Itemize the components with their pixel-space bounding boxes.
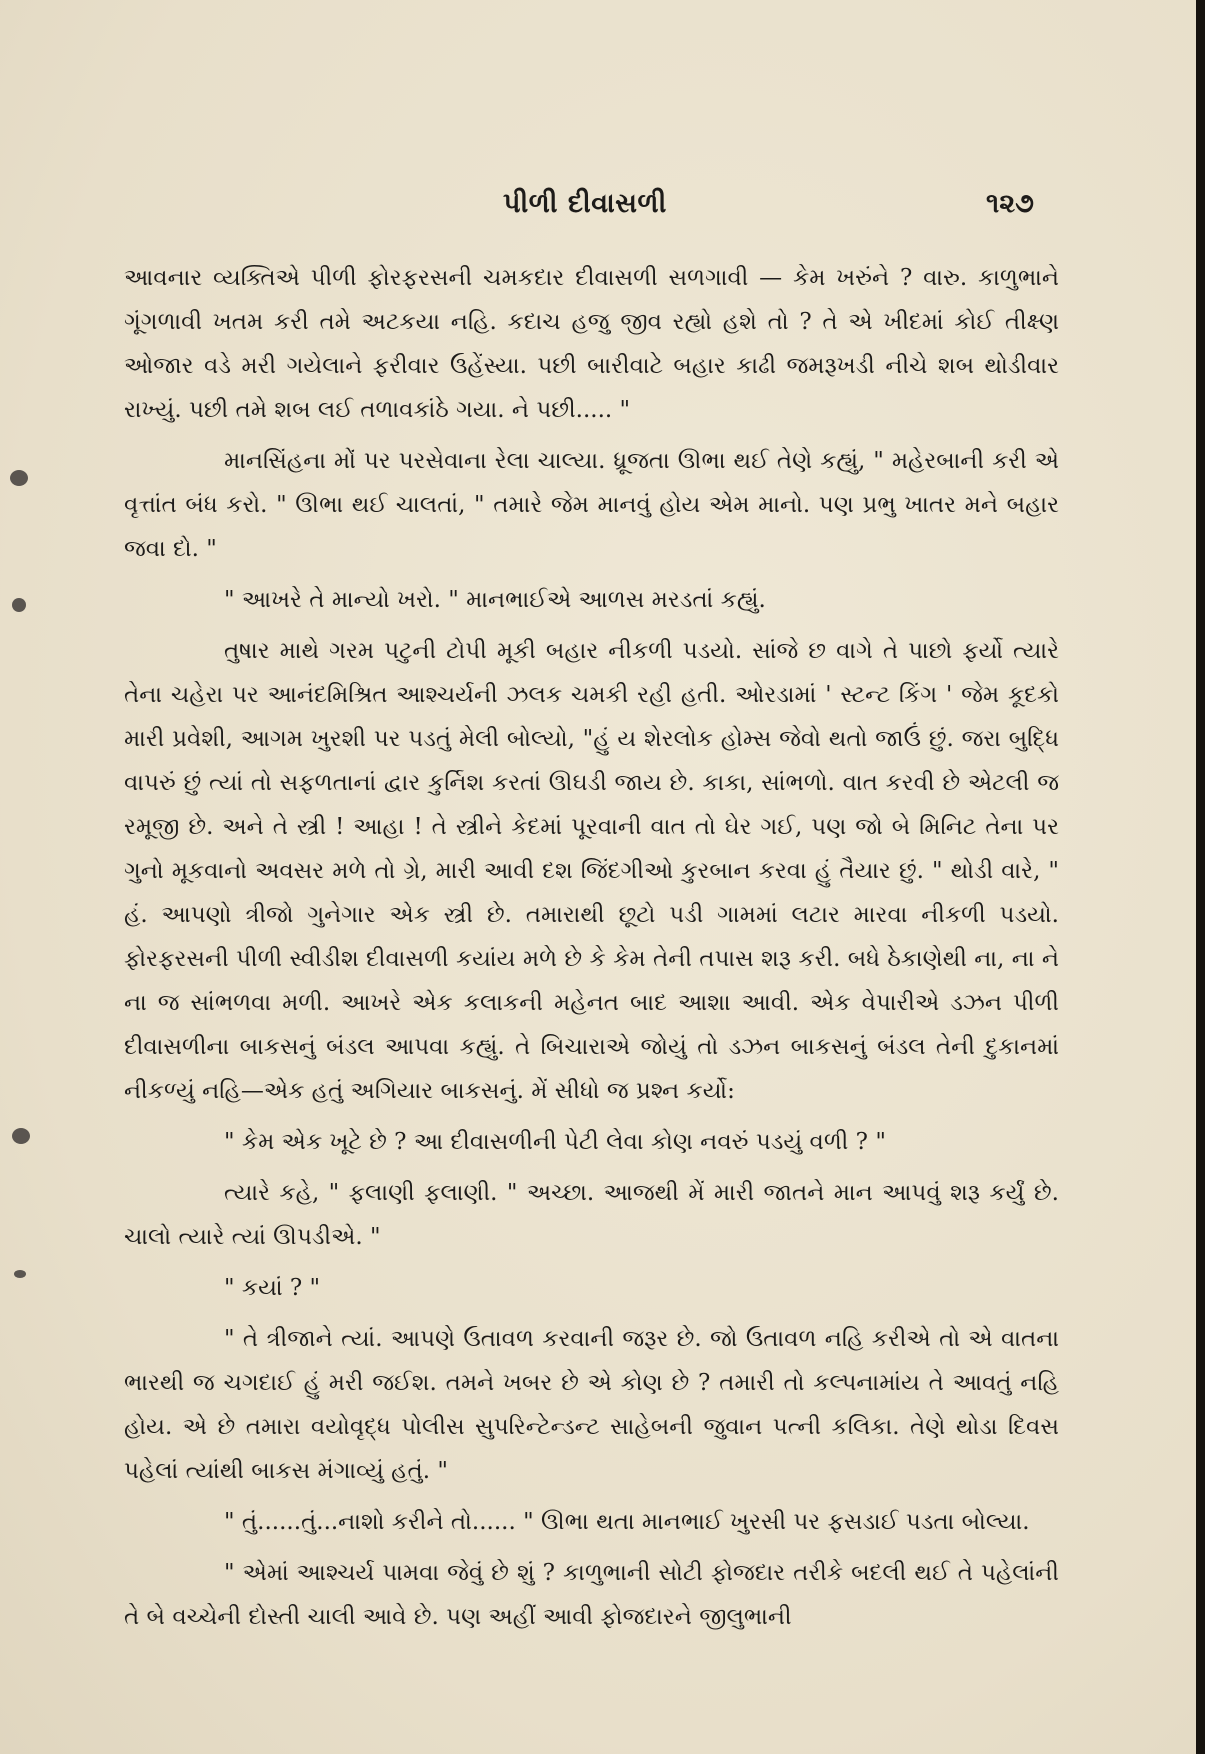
paragraph: તુષાર માથે ગરમ પટુની ટોપી મૂકી બહાર નીકળી પડયો. સાંજે છ વાગે તે પાછો ફર્યો ત્યારે તેના ચહેરા પર આનંદમિશ્રિત આશ્ચર્યની ઝલક ચમકી રહી હતી. ઓરડામાં ' સ્ટન્ટ કિંગ ' જેમ કૂદકો મારી પ્રવેશી, આગમ ખુરશી પર પડતું મેલી બોલ્યો, "હું ય શેરલોક હોમ્સ જેવો થતો જાઉં છું. જરા બુદ્ધિ વાપરું છું ત્યાં તો સફળતાનાં દ્વાર કુર્નિશ કરતાં ઊઘડી જાય છે. કાકા, સાંભળો. વાત કરવી છે એટલી જ રમૂજી છે. અને તે સ્ત્રી ! આહા ! તે સ્ત્રીને કેદમાં પૂરવાની વાત તો ઘેર ગઈ, પણ જો બે મિનિટ તેના પર ગુનો મૂકવાનો અવસર મળે તો ગ્રે, મારી આવી દશ જિંદગીઓ કુરબાન કરવા હું તૈયાર છું. " થોડી વારે, " હં. આપણો ત્રીજો ગુનેગાર એક સ્ત્રી છે. તમારાથી છૂટો પડી ગામમાં લટાર મારવા નીકળી પડયો. ફોરફરસની પીળી સ્વીડીશ દીવાસળી કયાંય મળે છે કે કેમ તેની તપાસ શરૂ કરી. બધે ઠેકાણેથી ના, ના ને ના જ સાંભળવા મળી. આખરે એક કલાકની મહેનત બાદ આશા આવી. એક વેપારીએ ડઝન પીળી દીવાસળીના બાકસનું બંડલ આપવા કહ્યું. તે બિચારાએ જોયું તો ડઝન બાકસનું બંડલ તેની દુકાનમાં નીકળ્યું નહિ—એક હતું અગિયાર બાકસનું. મેં સીધો જ પ્રશ્ન કર્યો:	[124, 638, 1059, 1104]
paragraph: " એમાં આશ્ચર્ય પામવા જેવું છે શું ? કાળુભાની સોટી ફોજદાર તરીકે બદલી થઈ તે પહેલાંની તે બે વચ્ચેની દોસ્તી ચાલી આવે છે. પણ અહીં આવી ફોજદારને જીલુભાની	[124, 1560, 1059, 1630]
paragraph: આવનાર વ્યક્તિએ પીળી ફોરફરસની ચમકદાર દીવાસળી સળગાવી — કેમ ખરુંને ? વારુ. કાળુભાને ગૂંગળાવી ખતમ કરી તમે અટકયા નહિ. કદાચ હજુ જીવ રહ્યો હશે તો ? તે એ ખીદમાં કોઈ તીક્ષ્ણ ઓજાર વડે મરી ગયેલાને ફરીવાર ઉહેંસ્યા. પછી બારીવાટે બહાર કાઢી જમરૂખડી નીચે શબ થોડીવાર રાખ્યું. પછી તમે શબ લઈ તળાવકાંઠે ગયા. ને પછી..... "	[124, 265, 1059, 423]
page-header	[0, 188, 1196, 228]
body-text	[124, 256, 1059, 1646]
binding-hole	[12, 598, 26, 612]
paragraph: " કેમ એક ખૂટે છે ? આ દીવાસળીની પેટી લેવા કોણ નવરું પડયું વળી ? "	[224, 1129, 886, 1155]
paragraph: " આખરે તે માન્યો ખરો. " માનભાઈએ આળસ મરડતાં કહ્યું.	[224, 587, 766, 613]
running-title: પીળી દીવાસળી	[503, 188, 667, 219]
binding-hole	[10, 470, 28, 486]
paragraph: માનસિંહના મોં પર પરસેવાના રેલા ચાલ્યા. ધ્રૂજતા ઊભા થઈ તેણે કહ્યું, " મહેરબાની કરી એ વૃત્તાંત બંધ કરો. " ઊભા થઈ ચાલતાં, " તમારે જેમ માનવું હોય એમ માનો. પણ પ્રભુ ખાતર મને બહાર જવા દો. "	[124, 448, 1059, 562]
scan-edge	[1196, 0, 1205, 1754]
paragraph: ત્યારે કહે, " ફલાણી ફલાણી. " અચ્છા. આજથી મેં મારી જાતને માન આપવું શરૂ કર્યું છે. ચાલો ત્યારે ત્યાં ઊપડીએ. "	[124, 1180, 1059, 1250]
binding-hole	[14, 1270, 26, 1278]
paragraph: " કયાં ? "	[224, 1275, 321, 1301]
page-number: ૧૨૭	[986, 188, 1034, 219]
paragraph: " તું......તું...નાશો કરીને તો...... " ઊભા થતા માનભાઈ ખુરસી પર ફસડાઈ પડતા બોલ્યા.	[224, 1509, 1030, 1535]
paragraph: " તે ત્રીજાને ત્યાં. આપણે ઉતાવળ કરવાની જરૂર છે. જો ઉતાવળ નહિ કરીએ તો એ વાતના ભારથી જ ચગદાઈ હું મરી જઈશ. તમને ખબર છે એ કોણ છે ? તમારી તો કલ્પનામાંય તે આવતું નહિ હોય. એ છે તમારા વયોવૃદ્ધ પોલીસ સુપરિન્ટેન્ડન્ટ સાહેબની જુવાન પત્ની કલિકા. તેણે થોડા દિવસ પહેલાં ત્યાંથી બાકસ મંગાવ્યું હતું. "	[124, 1326, 1059, 1484]
binding-hole	[12, 1128, 30, 1144]
